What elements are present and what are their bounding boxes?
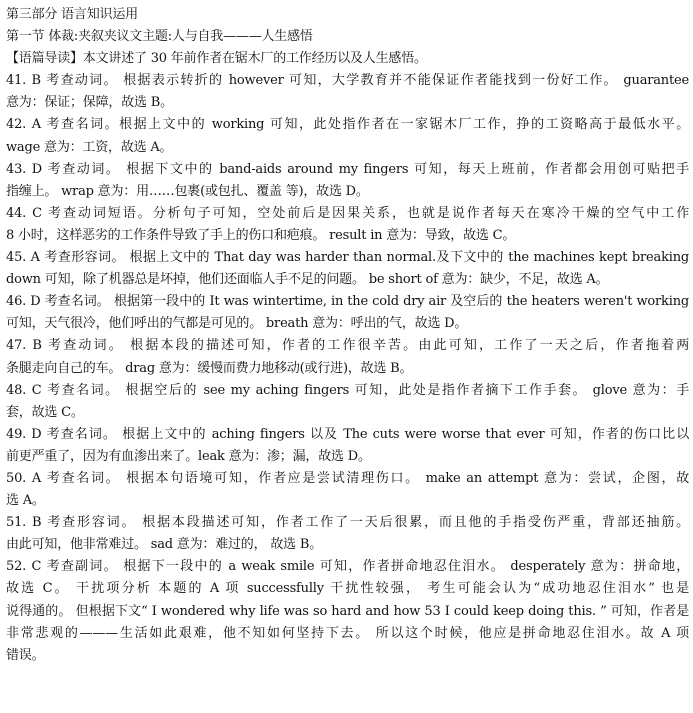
passage-intro: 【语篇导读】本文讲述了 30 年前作者在锯木厂的工作经历以及人生感悟。 xyxy=(6,51,427,67)
explanation-line: 说得通的。 但根据下文“ I wondered why life was so hard and how 53 I could keep doing this. ” 可知，作者是 xyxy=(6,603,689,619)
answer-explanation-document xyxy=(6,4,689,667)
explanation-line: 50. A 考查名词。 根据本句语境可知，作者应是尝试清理伤口。 make an attempt 意为：尝试，企图，故 xyxy=(6,470,689,486)
explanation-line: 43. D 考查动词。 根据下文中的 band-aids around my fingers 可知，每天上班前，作者都会用创可贴把手 xyxy=(6,161,689,177)
section-title: 第一节 体裁:夹叙夹议文主题:人与自我———人生感悟 xyxy=(6,29,313,45)
explanation-line: wage 意为：工资，故选 A。 xyxy=(6,139,173,155)
explanation-line: 42. A 考查名词。根据上文中的 working 可知，此处指作者在一家锯木厂工作，挣的工资略高于最低水平。 xyxy=(6,117,689,133)
explanation-line: 48. C 考查名词。 根据空后的 see my aching fingers 可知，此处是指作者摘下工作手套。 glove 意为：手 xyxy=(6,382,689,398)
part-title: 第三部分 语言知识运用 xyxy=(6,7,138,22)
explanation-line: 52. C 考查副词。 根据下一段中的 a weak smile 可知，作者拼命地忍住泪水。 desperately 意为：拼命地， xyxy=(6,559,689,575)
explanation-line: 41. B 考查动词。 根据表示转折的 however 可知，大学教育并不能保证作者能找到一份好工作。 guarantee xyxy=(6,73,689,89)
explanation-line: 由此可知，他非常难过。 sad 意为：难过的， 故选 B。 xyxy=(6,537,323,553)
explanation-line: 前更严重了，因为有血渗出来了。leak 意为：渗；漏，故选 D。 xyxy=(6,448,371,464)
explanation-line: 45. A 考查形容词。 根据上文中的 That day was harder than normal.及下文中的 the machines kept breaking xyxy=(6,250,689,266)
explanation-line: 故选 C。 干扰项分析 本题的 A 项 successfully 干扰性较强， 考生可能会认为“成功地忍住泪水” 也是 xyxy=(6,581,689,597)
explanation-line: 44. C 考查动词短语。分析句子可知，空处前后是因果关系，也就是说作者每天在寒冷干燥的空气中工作 xyxy=(6,205,689,221)
explanation-line: 套，故选 C。 xyxy=(6,404,84,420)
explanation-line: 46. D 考查名词。 根据第一段中的 It was wintertime, in the cold dry air 及空后的 the heaters weren't working xyxy=(6,294,689,310)
explanation-line: 意为：保证；保障，故选 B。 xyxy=(6,95,173,111)
explanation-line: 49. D 考查名词。 根据上文中的 aching fingers 以及 The cuts were worse that ever 可知，作者的伤口比以 xyxy=(6,426,689,442)
explanation-line: 非常悲观的———生活如此艰难，他不知如何坚持下去。 所以这个时候，他应是拼命地忍住泪水。故 A 项 xyxy=(6,625,689,641)
explanation-line: 47. B 考查动词。 根据本段的描述可知，作者的工作很辛苦。由此可知，工作了一天之后，作者拖着两 xyxy=(6,338,689,354)
explanation-line: 错误。 xyxy=(6,647,45,663)
explanation-line: down 可知，除了机器总是坏掉，他们还面临人手不足的问题。 be short of 意为：缺少，不足，故选 A。 xyxy=(6,272,609,288)
explanation-line: 可知，天气很冷，他们呼出的气都是可见的。 breath 意为：呼出的气，故选 D。 xyxy=(6,316,468,332)
explanation-line: 条腿走向自己的车。 drag 意为：缓慢而费力地移动(或行进)，故选 B。 xyxy=(6,360,413,376)
explanation-line: 51. B 考查形容词。 根据本段描述可知，作者工作了一天后很累，而且他的手指受伤严重，背部还抽筋。 xyxy=(6,515,689,531)
explanation-line: 8 小时，这样恶劣的工作条件导致了手上的伤口和疤痕。 result in 意为：导致，故选 C。 xyxy=(6,227,516,243)
explanation-line: 指缠上。 wrap 意为：用……包裹(或包扎、覆盖 等)，故选 D。 xyxy=(6,183,369,199)
explanation-line: 选 A。 xyxy=(6,493,45,509)
